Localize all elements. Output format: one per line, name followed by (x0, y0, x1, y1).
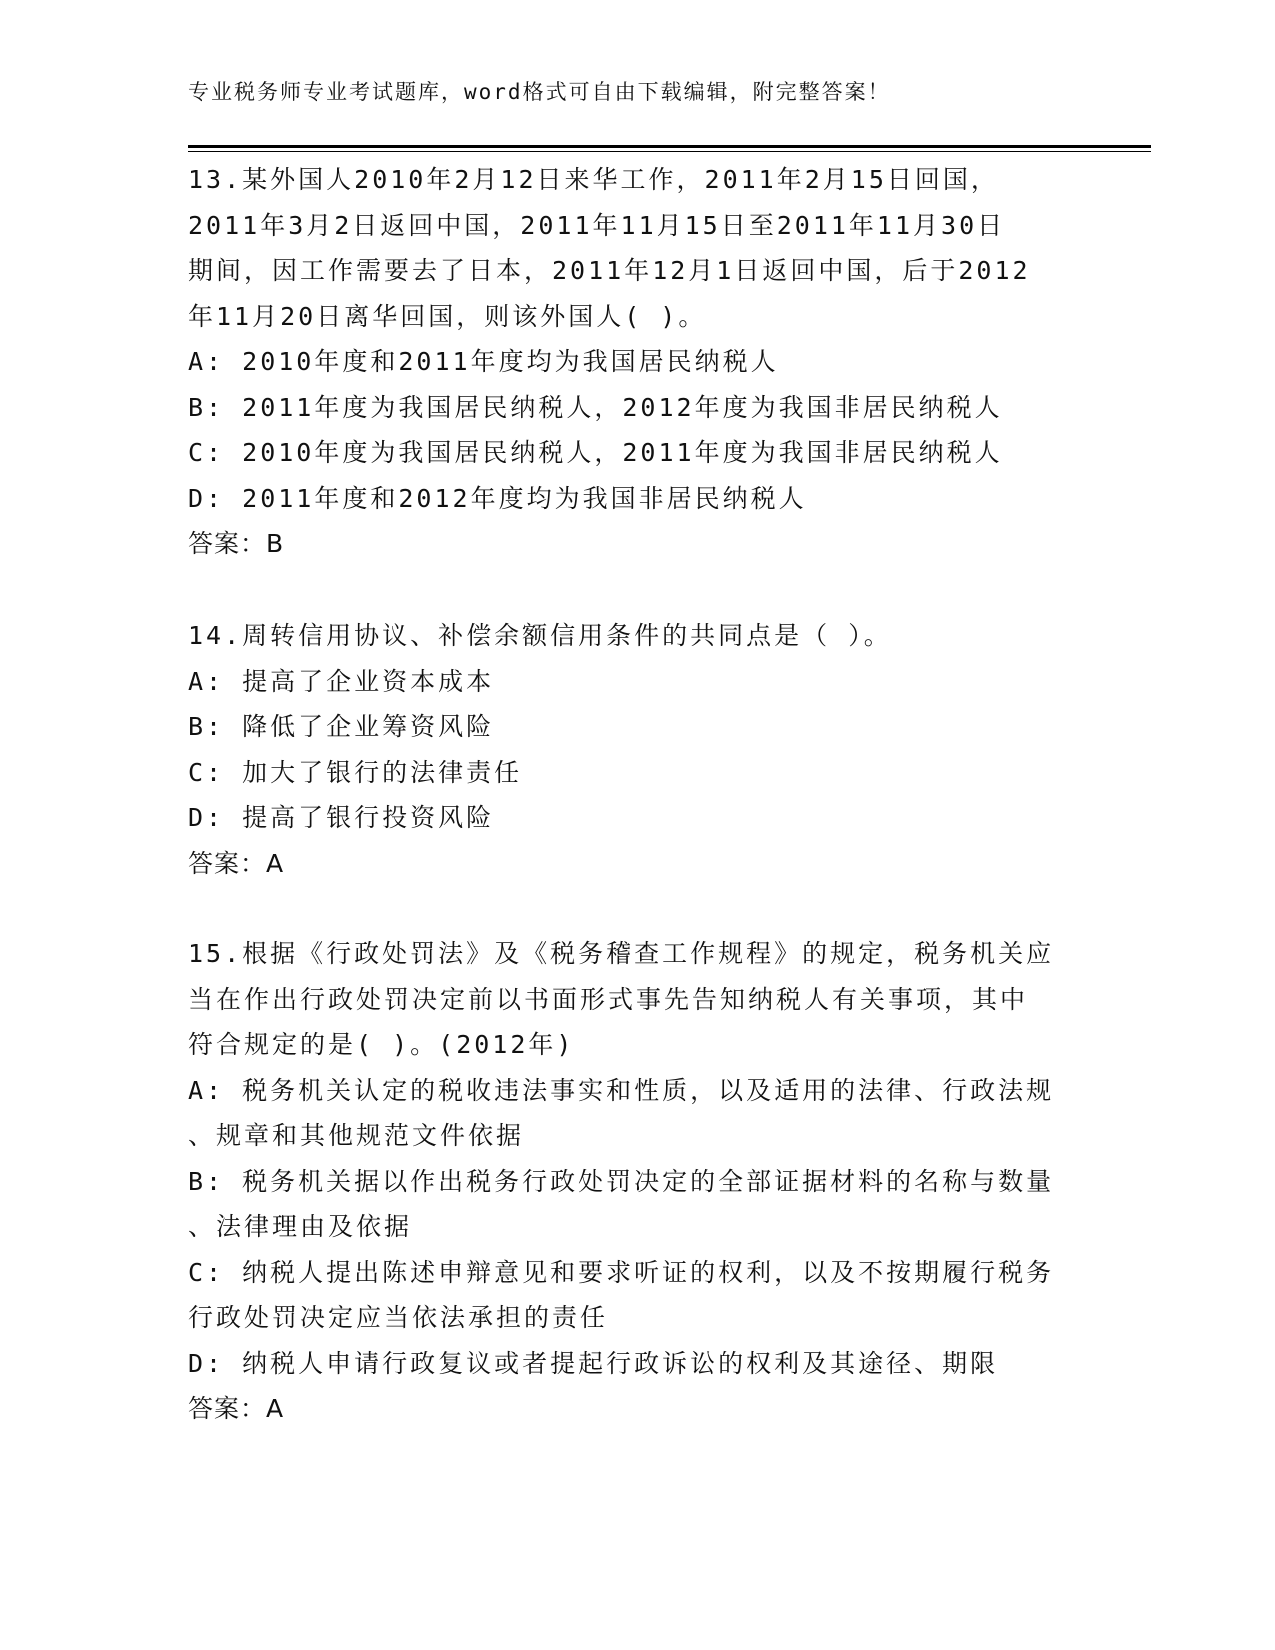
answer-line: 答案：B (188, 529, 285, 558)
question-13 (188, 157, 1078, 567)
question-stem-line: 2011年3月2日返回中国，2011年11月15日至2011年11月30日 (188, 210, 1006, 240)
option-a: A: 税务机关认定的税收违法事实和性质，以及适用的法律、行政法规 (188, 1075, 1055, 1105)
header-rule-thick (188, 145, 1151, 148)
option-d: D: 提高了银行投资风险 (188, 803, 495, 832)
option-c-continued: 行政处罚决定应当依法承担的责任 (188, 1303, 609, 1332)
question-stem-line: 期间，因工作需要去了日本，2011年12月1日返回中国，后于2012 (188, 256, 1031, 285)
question-14 (188, 613, 1078, 886)
answer-line: 答案：A (188, 1394, 285, 1423)
option-b: B: 降低了企业筹资风险 (188, 712, 495, 741)
question-15 (188, 931, 1078, 1432)
option-c: C: 纳税人提出陈述申辩意见和要求听证的权利，以及不按期履行税务 (188, 1257, 1055, 1287)
question-stem-line: 14.周转信用协议、补偿余额信用条件的共同点是（ ）。 (188, 621, 892, 650)
option-a-continued: 、规章和其他规范文件依据 (188, 1121, 525, 1150)
option-c: C: 加大了银行的法律责任 (188, 757, 523, 787)
option-a: A: 2010年度和2011年度均为我国居民纳税人 (188, 347, 779, 376)
option-d: D: 纳税人申请行政复议或者提起行政诉讼的权利及其途径、期限 (188, 1348, 999, 1378)
header-rule-thin (188, 151, 1151, 152)
question-stem-line: 符合规定的是( )。(2012年) (188, 1030, 575, 1059)
question-stem-line: 当在作出行政处罚决定前以书面形式事先告知纳税人有关事项，其中 (188, 984, 1029, 1014)
option-a: A: 提高了企业资本成本 (188, 666, 495, 696)
question-stem-line: 13.某外国人2010年2月12日来华工作，2011年2月15日回国， (188, 165, 999, 194)
option-b: B: 税务机关据以作出税务行政处罚决定的全部证据材料的名称与数量 (188, 1166, 1055, 1196)
answer-line: 答案：A (188, 848, 285, 878)
option-d: D: 2011年度和2012年度均为我国非居民纳税人 (188, 483, 807, 513)
question-stem-line: 年11月20日离华回国，则该外国人( )。 (188, 301, 707, 331)
option-c: C: 2010年度为我国居民纳税人，2011年度为我国非居民纳税人 (188, 438, 1003, 467)
question-stem-line: 15.根据《行政处罚法》及《税务稽查工作规程》的规定，税务机关应 (188, 939, 1055, 968)
page-header: 专业税务师专业考试题库，word格式可自由下载编辑，附完整答案！ (188, 80, 891, 104)
option-b: B: 2011年度为我国居民纳税人，2012年度为我国非居民纳税人 (188, 392, 1003, 422)
option-b-continued: 、法律理由及依据 (188, 1212, 413, 1241)
